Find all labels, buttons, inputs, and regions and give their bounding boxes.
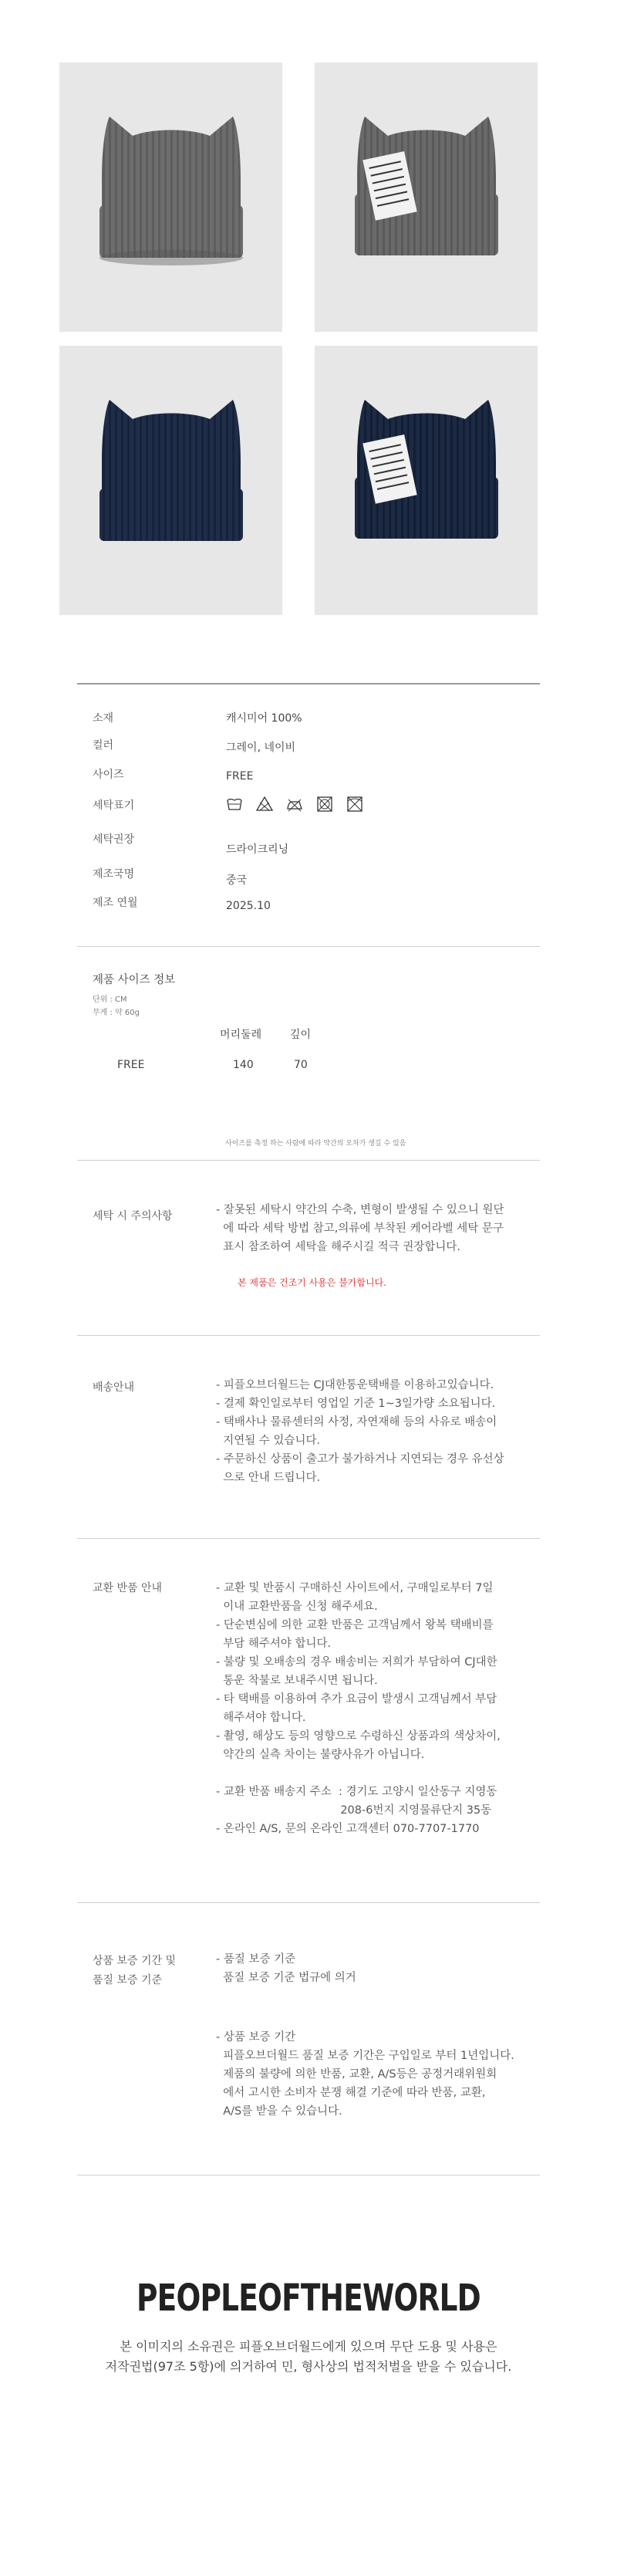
washing-bottom-rule <box>77 1335 540 1336</box>
washing-label: 세탁 시 주의사항 <box>93 1210 173 1222</box>
grey-beanie-front-image <box>59 63 282 332</box>
warranty-line: - 상품 보증 기간 <box>216 2031 296 2044</box>
copyright-line: 본 이미지의 소유권은 피플오브더월드에게 있으며 무단 도용 및 사용은 <box>120 2339 497 2354</box>
delivery-line: 으로 안내 드립니다. <box>216 1472 321 1484</box>
exchange-line: - 촬영, 해상도 등의 영향으로 수령하신 상품과의 색상차이, <box>216 1730 501 1743</box>
footer-copyright <box>0 2337 617 2377</box>
exchange-line: - 교환 및 반품시 구매하신 사이트에서, 구매일로부터 7일 <box>216 1582 494 1594</box>
warranty-text-b <box>216 2028 514 2121</box>
warranty-line: 에서 고시한 소비자 분쟁 해결 기준에 따라 반품, 교환, <box>216 2087 486 2099</box>
size-weight: 무게 : 약 60g <box>93 1009 140 1017</box>
no-bleach-icon <box>255 795 274 813</box>
exchange-line: 통운 착불로 보내주시면 됩니다. <box>216 1675 378 1687</box>
washing-warning: 본 제품은 건조기 사용은 불가합니다. <box>238 1277 386 1288</box>
footer-brand-wrap <box>0 2277 617 2320</box>
photo-navy-front <box>59 346 282 615</box>
exchange-line: - 교환 반품 배송지 주소 : 경기도 고양시 일산동구 지영동 <box>216 1786 497 1798</box>
exchange-label: 교환 반품 안내 <box>93 1582 163 1594</box>
photo-navy-back <box>315 346 538 615</box>
warranty-line: 제품의 불량에 의한 반품, 교환, A/S등은 공정거래위원회 <box>216 2068 497 2081</box>
warranty-line: 품질 보증 기준 법규에 의거 <box>216 1972 356 1984</box>
exchange-line: 약간의 실측 차이는 불량사유가 아닙니다. <box>216 1749 425 1761</box>
exchange-line: 부담 해주셔야 합니다. <box>216 1638 332 1650</box>
warranty-line: A/S를 받을 수 있습니다. <box>216 2105 342 2118</box>
no-wash-icon <box>225 795 244 813</box>
spec-label-date: 제조 연월 <box>93 897 138 909</box>
delivery-line: - 택배사나 물류센터의 사정, 자연재해 등의 사유로 배송이 <box>216 1416 497 1428</box>
spec-label-color: 컬러 <box>93 739 114 752</box>
spec-value-date: 2025.10 <box>226 900 271 912</box>
delivery-line: 지연될 수 있습니다. <box>216 1435 321 1447</box>
spec-value-material: 캐시미어 100% <box>226 712 302 725</box>
brand-logo: PEOPLEOFTHEWORLD <box>137 2277 480 2320</box>
copyright-line: 저작권법(97조 5항)에 의거하여 민, 형사상의 법적처벌을 받을 수 있습니다. <box>105 2359 512 2374</box>
washing-text <box>216 1201 504 1256</box>
spec-label-size: 사이즈 <box>93 769 124 781</box>
care-symbols <box>225 795 372 813</box>
size-header-depth: 깊이 <box>290 1029 312 1041</box>
warranty-line: - 품질 보증 기준 <box>216 1953 296 1966</box>
photo-grey-back <box>315 63 538 332</box>
exchange-line: - 불량 및 오배송의 경우 배송비는 저희가 부담하여 CJ대한 <box>216 1656 497 1668</box>
delivery-text <box>216 1376 504 1487</box>
warranty-line: 피플오브더월드 품질 보증 기간은 구입일로 부터 1년입니다. <box>216 2050 514 2062</box>
spec-value-color: 그레이, 네이비 <box>226 742 296 754</box>
exchange-line: - 온라인 A/S, 문의 온라인 고객센터 070-7707-1770 <box>216 1823 480 1835</box>
no-iron-icon <box>285 795 304 813</box>
washing-line: 에 따라 세탁 방법 참고,의류에 부착된 케어라벨 세탁 문구 <box>216 1222 504 1235</box>
size-title: 제품 사이즈 정보 <box>93 974 176 986</box>
size-bottom-rule <box>77 1160 540 1161</box>
size-value-circumference: 140 <box>233 1059 254 1071</box>
size-header-circumference: 머리둘레 <box>220 1029 262 1041</box>
spec-label-care: 세탁권장 <box>93 833 135 846</box>
delivery-line: - 피플오브더월드는 CJ대한통운택배를 이용하고있습니다. <box>216 1379 494 1391</box>
warranty-label-line1: 상품 보증 기간 및 <box>93 1955 177 1967</box>
spec-label-care-symbols: 세탁표기 <box>93 800 135 812</box>
size-row-label: FREE <box>117 1059 145 1071</box>
no-tumble-dry-icon <box>315 795 334 813</box>
exchange-line <box>216 1764 501 1783</box>
spec-bottom-rule <box>77 946 540 947</box>
spec-value-country: 중국 <box>226 874 248 887</box>
size-unit: 단위 : CM <box>93 996 127 1004</box>
size-note: 사이즈를 측정 하는 사람에 따라 약간의 오차가 생길 수 있음 <box>225 1140 406 1148</box>
exchange-line: 이내 교환반품을 신청 해주세요. <box>216 1601 378 1613</box>
photo-grey-front <box>59 63 282 332</box>
delivery-line: - 주문하신 상품이 출고가 불가하거나 지연되는 경우 유선상 <box>216 1453 504 1465</box>
delivery-line: - 결제 확인일로부터 영업일 기준 1~3일가량 소요됩니다. <box>216 1398 496 1410</box>
exchange-bottom-rule <box>77 1902 540 1903</box>
navy-beanie-back-image <box>315 346 538 615</box>
spec-label-material: 소재 <box>93 712 114 725</box>
spec-value-size: FREE <box>226 770 254 783</box>
delivery-label: 배송안내 <box>93 1381 135 1394</box>
exchange-line: - 단순변심에 의한 교환 반품은 고객님께서 왕복 택배비를 <box>216 1619 494 1631</box>
navy-beanie-front-image <box>59 346 282 615</box>
exchange-line: 해주셔야 합니다. <box>216 1712 306 1724</box>
no-dry-icon <box>346 795 364 813</box>
exchange-text <box>216 1579 501 1838</box>
delivery-bottom-rule <box>77 1538 540 1539</box>
washing-line: - 잘못된 세탁시 약간의 수축, 변형이 발생될 수 있으니 원단 <box>216 1204 504 1216</box>
washing-line: 표시 참조하여 세탁을 해주시길 적극 권장합니다. <box>216 1241 461 1253</box>
warranty-text-a <box>216 1950 356 1987</box>
spec-label-country: 제조국명 <box>93 868 135 881</box>
warranty-label-line2: 품질 보증 기준 <box>93 1974 163 1986</box>
spec-value-care: 드라이크리닝 <box>226 843 289 856</box>
grey-beanie-back-image <box>315 63 538 332</box>
size-value-depth: 70 <box>294 1059 308 1071</box>
exchange-line: 208-6번지 지영물류단지 35동 <box>216 1804 492 1817</box>
exchange-line: - 타 택배를 이용하여 추가 요금이 발생시 고객님께서 부담 <box>216 1693 497 1706</box>
spec-top-rule <box>77 683 540 685</box>
